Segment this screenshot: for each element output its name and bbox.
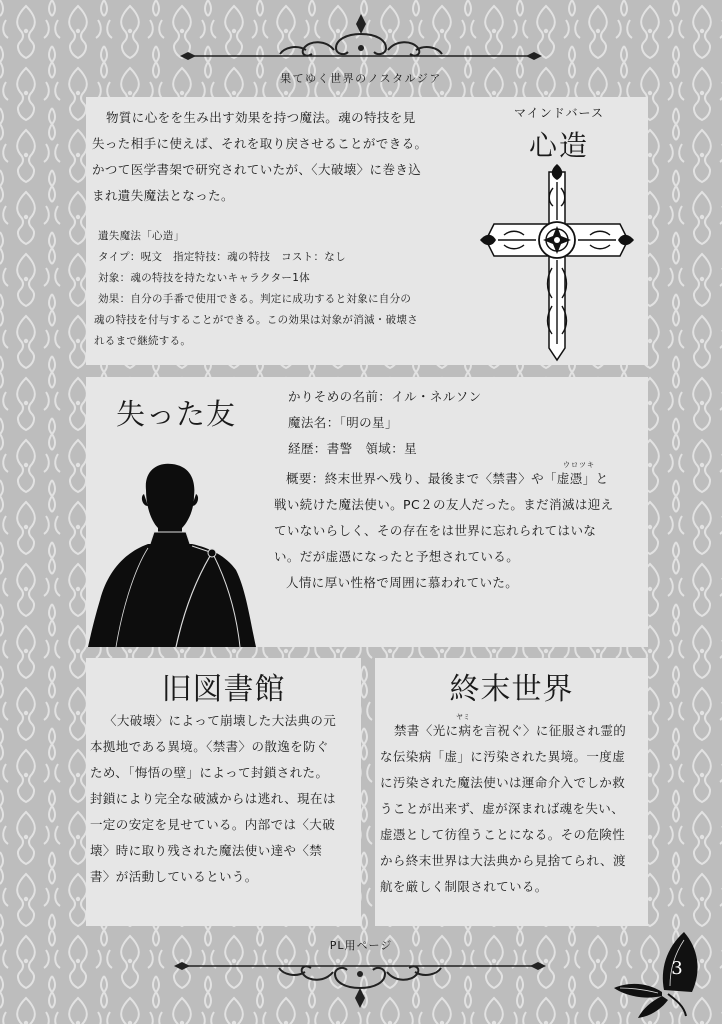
magic-ruby: マインドバース — [514, 106, 604, 120]
endworld-line: な伝染病「虚」に汚染された異境。一度虚 — [380, 749, 626, 764]
friend-summary — [274, 466, 636, 596]
endworld-body — [380, 718, 646, 900]
magic-spec — [94, 226, 478, 352]
page-number: 3 — [671, 958, 683, 979]
footer-label: PL用ページ — [329, 939, 393, 952]
library-line: 壊〉時に取り残された魔法使い達や〈禁 — [90, 843, 323, 858]
ruby-urotsuki: ウロツキ — [563, 461, 595, 469]
endworld-line: 禁書〈光に病を言祝ぐ〉に征服され霊的 — [394, 723, 627, 738]
friend-summary-line: い。だが虚憑になったと予想されている。 — [274, 549, 520, 564]
magic-description — [92, 105, 472, 209]
friend-fields — [288, 384, 638, 462]
library-line: 本拠地である異境。〈禁書〉の散逸を防ぐ — [90, 739, 329, 754]
library-line: 書〉が活動しているという。 — [90, 869, 258, 884]
friend-name: かりそめの名前：イル・ネルソン — [288, 389, 482, 404]
magic-spec-line: タイプ：呪文 指定特技：魂の特技 コスト：なし — [98, 251, 346, 263]
magic-spec-line: れるまで継続する。 — [94, 335, 192, 347]
library-line: 封鎖により完全な破滅からは逃れ、現在は — [90, 791, 336, 806]
endworld-line: うことが出来ず、虚が深まれば魂を失い、 — [380, 801, 625, 816]
endworld-title: 終末世界 — [449, 672, 574, 707]
friend-summary-line: ていないらしく、その存在をは世界に忘れられてはいな — [274, 523, 597, 538]
ruby-yami: ヤミ — [456, 713, 470, 721]
library-body — [90, 708, 360, 890]
magic-title: 心造 — [528, 129, 589, 162]
magic-desc-line: 物質に心をを生み出す効果を持つ魔法。魂の特技を見 — [106, 110, 416, 125]
library-line: ため、「悔悟の壁」によって封鎖された。 — [90, 765, 329, 780]
ornate-cross-icon — [478, 162, 636, 364]
friend-summary-line: 戦い続けた魔法使い。PC２の友人だった。まだ消滅は迎え — [274, 497, 614, 512]
magic-desc-line: まれ遺失魔法となった。 — [92, 188, 234, 203]
friend-summary-line: 概要：終末世界へ残り、最後まで〈禁書〉や「虚憑」と — [286, 471, 609, 486]
magic-spec-line: 魂の特技を付与することができる。この効果は対象が消滅・破壊さ — [94, 314, 418, 326]
magic-desc-line: かつて医学書架で研究されていたが、〈大破壊〉に巻き込 — [92, 162, 422, 177]
library-line: 〈大破壊〉によって崩壊した大法典の元 — [104, 713, 337, 728]
library-line: 一定の安定を見せている。内部では〈大破 — [90, 817, 336, 832]
endworld-line: から終末世界は大法典から見捨てられ、渡 — [380, 853, 626, 868]
magic-desc-line: 失った相手に使えば、それを取り戻させることができる。 — [92, 136, 428, 151]
silhouette-figure — [86, 460, 262, 647]
top-ornament — [176, 10, 546, 70]
endworld-line: 航を厳しく制限されている。 — [380, 879, 548, 894]
library-title: 旧図書館 — [161, 672, 286, 707]
friend-magic-name: 魔法名：「明の星」 — [288, 415, 398, 430]
endworld-line: に汚染された魔法使いは運命介入でしか救 — [380, 775, 626, 790]
friend-background: 経歴：書警 領域：星 — [288, 441, 418, 456]
friend-summary-line: 人情に厚い性格で周囲に慕われていた。 — [286, 575, 519, 590]
endworld-line: 虚憑として彷徨うことになる。その危険性 — [380, 827, 626, 842]
friend-title: 失った友 — [116, 397, 237, 431]
magic-spec-line: 遺失魔法「心造」 — [98, 230, 185, 242]
bottom-ornament — [170, 950, 550, 1014]
magic-spec-line: 効果：自分の手番で使用できる。判定に成功すると対象に自分の — [98, 293, 412, 305]
magic-spec-line: 対象：魂の特技を持たないキャラクター1体 — [98, 272, 310, 284]
header-title: 果てゆく世界のノスタルジア — [280, 72, 442, 85]
